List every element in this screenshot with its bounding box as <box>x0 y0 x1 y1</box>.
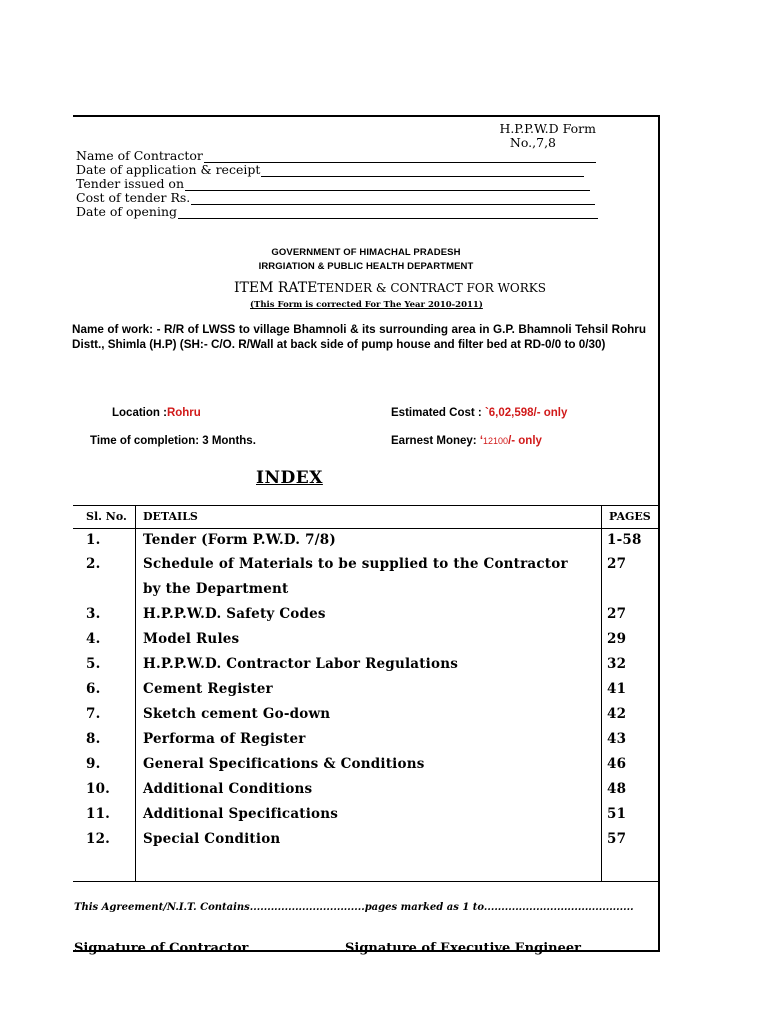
row-details: Additional Specifications <box>143 806 339 822</box>
header-pages: PAGES <box>609 510 651 523</box>
meta-field-tender-issued <box>76 177 590 191</box>
meta-field-opening <box>76 205 598 219</box>
signature-executive-engineer: Signature of Executive Engineer <box>345 941 582 956</box>
location-value: Rohru <box>166 407 201 419</box>
location <box>112 407 201 419</box>
row-pages: 51 <box>607 806 627 822</box>
table-column-divider <box>601 505 602 881</box>
index-title: INDEX <box>256 468 323 488</box>
row-sl: 4. <box>86 631 101 647</box>
row-pages: 27 <box>607 606 627 622</box>
row-details: H.P.P.W.D. Contractor Labor Regulations <box>143 656 459 672</box>
earnest-money <box>391 435 542 447</box>
earnest-money-amount: 12100 <box>483 436 509 446</box>
form-number <box>435 122 596 150</box>
table-header-border <box>73 528 660 529</box>
row-details-continued: by the Department <box>143 581 289 597</box>
row-details: Model Rules <box>143 631 240 647</box>
row-pages: 42 <box>607 706 627 722</box>
row-pages: 41 <box>607 681 627 697</box>
time-of-completion: Time of completion: 3 Months. <box>90 435 256 447</box>
meta-field-label: Date of opening <box>76 204 178 219</box>
location-label: Location : <box>112 407 167 419</box>
header-details: DETAILS <box>143 510 198 523</box>
document-title <box>195 280 585 296</box>
signature-contractor: Signature of Contractor <box>74 941 249 956</box>
row-pages: 43 <box>607 731 627 747</box>
meta-field-label: Tender issued on <box>76 176 184 191</box>
row-pages: 27 <box>607 556 627 572</box>
blank-line <box>185 180 590 191</box>
meta-field-application <box>76 163 584 177</box>
row-sl: 12. <box>86 831 111 847</box>
meta-field-label: Name of Contractor <box>76 148 203 163</box>
row-details: H.P.P.W.D. Safety Codes <box>143 606 326 622</box>
estimated-cost-value: `6,02,598/- only <box>484 407 568 419</box>
row-details: Tender (Form P.W.D. 7/8) <box>143 532 336 548</box>
row-sl: 2. <box>86 556 101 572</box>
row-details: Sketch cement Go-down <box>143 706 331 722</box>
form-number-line2: No.,7,8 <box>509 135 556 150</box>
row-details: General Specifications & Conditions <box>143 756 425 772</box>
meta-field-contractor <box>76 149 596 163</box>
form-number-line1: H.P.P.W.D Form <box>499 121 596 136</box>
earnest-money-label: Earnest Money: <box>391 435 480 447</box>
row-sl: 7. <box>86 706 101 722</box>
earnest-money-suffix: /- only <box>508 435 542 447</box>
header-sl-no: Sl. No. <box>86 510 127 523</box>
blank-line <box>178 208 598 219</box>
row-pages: 48 <box>607 781 627 797</box>
name-of-work: Name of work: - R/R of LWSS to village Bhamnoli & its surrounding area in G.P. Bhamnoli Tehsil Rohru Distt., Shimla (H.P) (SH:- C/O. R/Wall at back side of pump house and filter bed at RD-0/0 to 0/30) <box>72 323 646 351</box>
agreement-note: This Agreement/N.I.T. Contains.................................pages marked as 1 to........................................... <box>74 902 634 913</box>
row-pages: 29 <box>607 631 627 647</box>
row-pages: 46 <box>607 756 627 772</box>
row-details: Additional Conditions <box>143 781 313 797</box>
row-sl: 10. <box>86 781 111 797</box>
row-sl: 8. <box>86 731 101 747</box>
meta-field-label: Date of application & receipt <box>76 162 261 177</box>
blank-line <box>204 152 596 163</box>
row-pages: 57 <box>607 831 627 847</box>
row-pages: 1-58 <box>607 532 642 548</box>
row-sl: 1. <box>86 532 101 548</box>
meta-field-label: Cost of tender Rs. <box>76 190 191 205</box>
blank-line <box>261 166 584 177</box>
table-column-divider <box>135 505 136 881</box>
earnest-money-symbol: ‘ <box>479 435 484 447</box>
department-name: IRRGIATION & PUBLIC HEALTH DEPARTMENT <box>258 261 474 272</box>
row-details: Schedule of Materials to be supplied to the Contractor <box>143 556 568 572</box>
table-top-border <box>73 505 660 506</box>
title-part1: ITEM RATE <box>234 280 318 296</box>
row-sl: 3. <box>86 606 101 622</box>
row-pages: 32 <box>607 656 627 672</box>
estimated-cost <box>391 407 567 419</box>
row-details: Special Condition <box>143 831 281 847</box>
blank-line <box>191 194 595 205</box>
row-sl: 9. <box>86 756 101 772</box>
title-part2: TENDER & CONTRACT FOR WORKS <box>317 281 546 295</box>
row-sl: 6. <box>86 681 101 697</box>
meta-field-cost <box>76 191 595 205</box>
row-sl: 11. <box>86 806 111 822</box>
row-details: Performa of Register <box>143 731 306 747</box>
government-name: GOVERNMENT OF HIMACHAL PRADESH <box>271 247 461 258</box>
row-details: Cement Register <box>143 681 273 697</box>
document-subtitle: (This Form is corrected For The Year 2010-2011) <box>250 300 483 310</box>
estimated-cost-label: Estimated Cost : <box>391 407 485 419</box>
row-sl: 5. <box>86 656 101 672</box>
table-bottom-border <box>73 881 660 882</box>
